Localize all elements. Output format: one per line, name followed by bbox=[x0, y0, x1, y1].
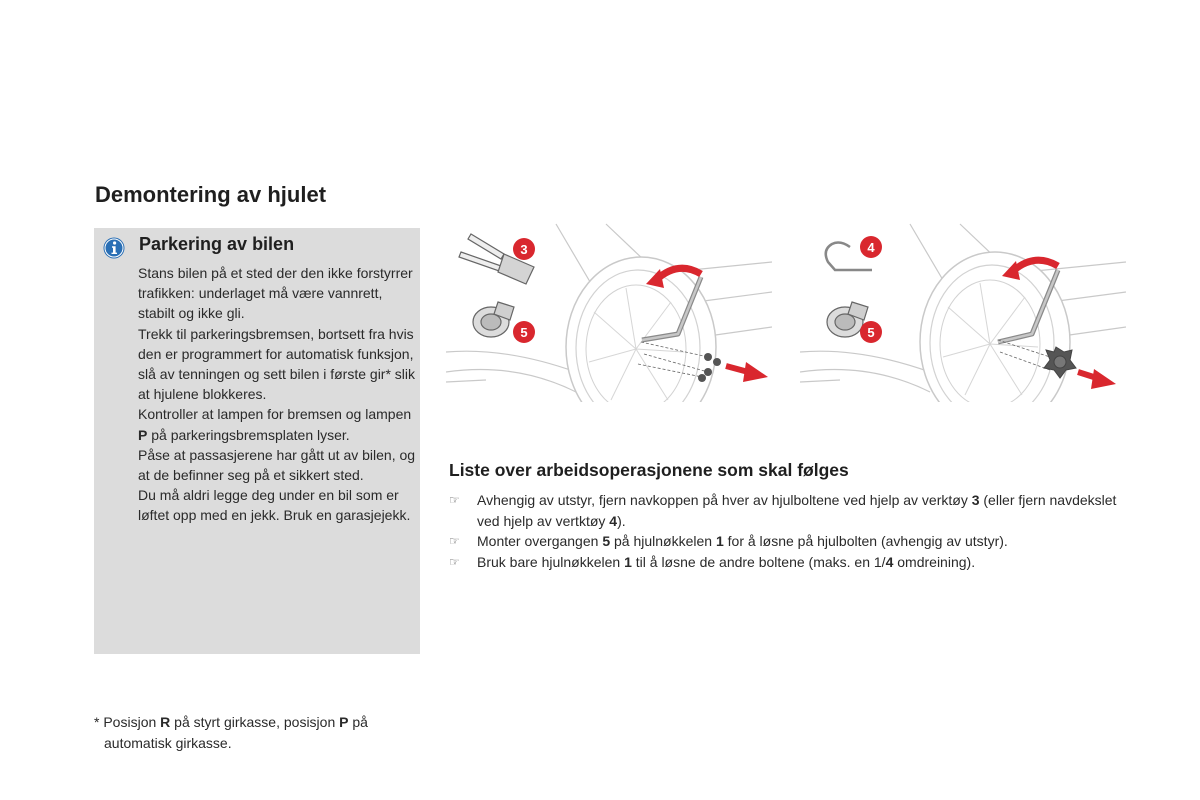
info-paragraph: Stans bilen på et sted der den ikke forstyrrer trafikken: underlaget må være vannrett, stabilt og ikke gli. bbox=[138, 265, 413, 322]
tool-badge-label: 4 bbox=[867, 240, 875, 255]
tool-badge-label: 3 bbox=[520, 242, 528, 257]
info-paragraph-lamp: Kontroller at lampen for bremsen og lampen P på parkeringsbremsplaten lyser. bbox=[138, 406, 412, 443]
list-item: ☞ Monter overgangen 5 på hjulnøkkelen 1 for å løsne på hjulbolten (avhengig av utstyr). bbox=[449, 531, 1129, 552]
info-paragraph: Trekk til parkeringsbremsen, bortsett fra hvis den er programmert for automatisk funksjon, slå av tenningen og sett bilen i første gir* slik at hjulene blokkeres. bbox=[138, 325, 416, 403]
info-body bbox=[138, 263, 416, 526]
info-heading: Parkering av bilen bbox=[139, 234, 295, 254]
steps-list bbox=[449, 490, 1129, 572]
list-item: ☞ Bruk bare hjulnøkkelen 1 til å løsne de andre boltene (maks. en 1/4 omdreining). bbox=[449, 552, 1129, 573]
wheel-illustration-tool-3 bbox=[446, 222, 772, 402]
list-item: ☞ Avhengig av utstyr, fjern navkoppen på hver av hjulboltene ved hjelp av verktøy 3 (eller fjern navdekslet ved hjelp av vertktøy 4). bbox=[449, 492, 1117, 529]
tool-badge-label: 5 bbox=[867, 325, 875, 340]
pointing-hand-icon: ☞ bbox=[449, 534, 460, 548]
wheel-illustration-tool-4 bbox=[800, 222, 1126, 402]
section-heading: Liste over arbeidsoperasjonene som skal følges bbox=[449, 460, 849, 480]
tool-badge-label: 5 bbox=[520, 325, 528, 340]
pointing-hand-icon: ☞ bbox=[449, 554, 460, 569]
page-title: Demontering av hjulet bbox=[95, 182, 327, 207]
info-paragraph: Du må aldri legge deg under en bil som er løftet opp med en jekk. Bruk en garasjejekk. bbox=[138, 487, 411, 524]
info-paragraph: Påse at passasjerene har gått ut av bilen, og at de befinner seg på et sikkert sted. bbox=[138, 446, 416, 484]
pointing-hand-icon: ☞ bbox=[449, 493, 460, 507]
parking-info-box bbox=[94, 228, 420, 654]
info-icon bbox=[103, 237, 125, 259]
footnote: * Posisjon R på styrt girkasse, posisjon P på automatisk girkasse. bbox=[94, 714, 368, 751]
